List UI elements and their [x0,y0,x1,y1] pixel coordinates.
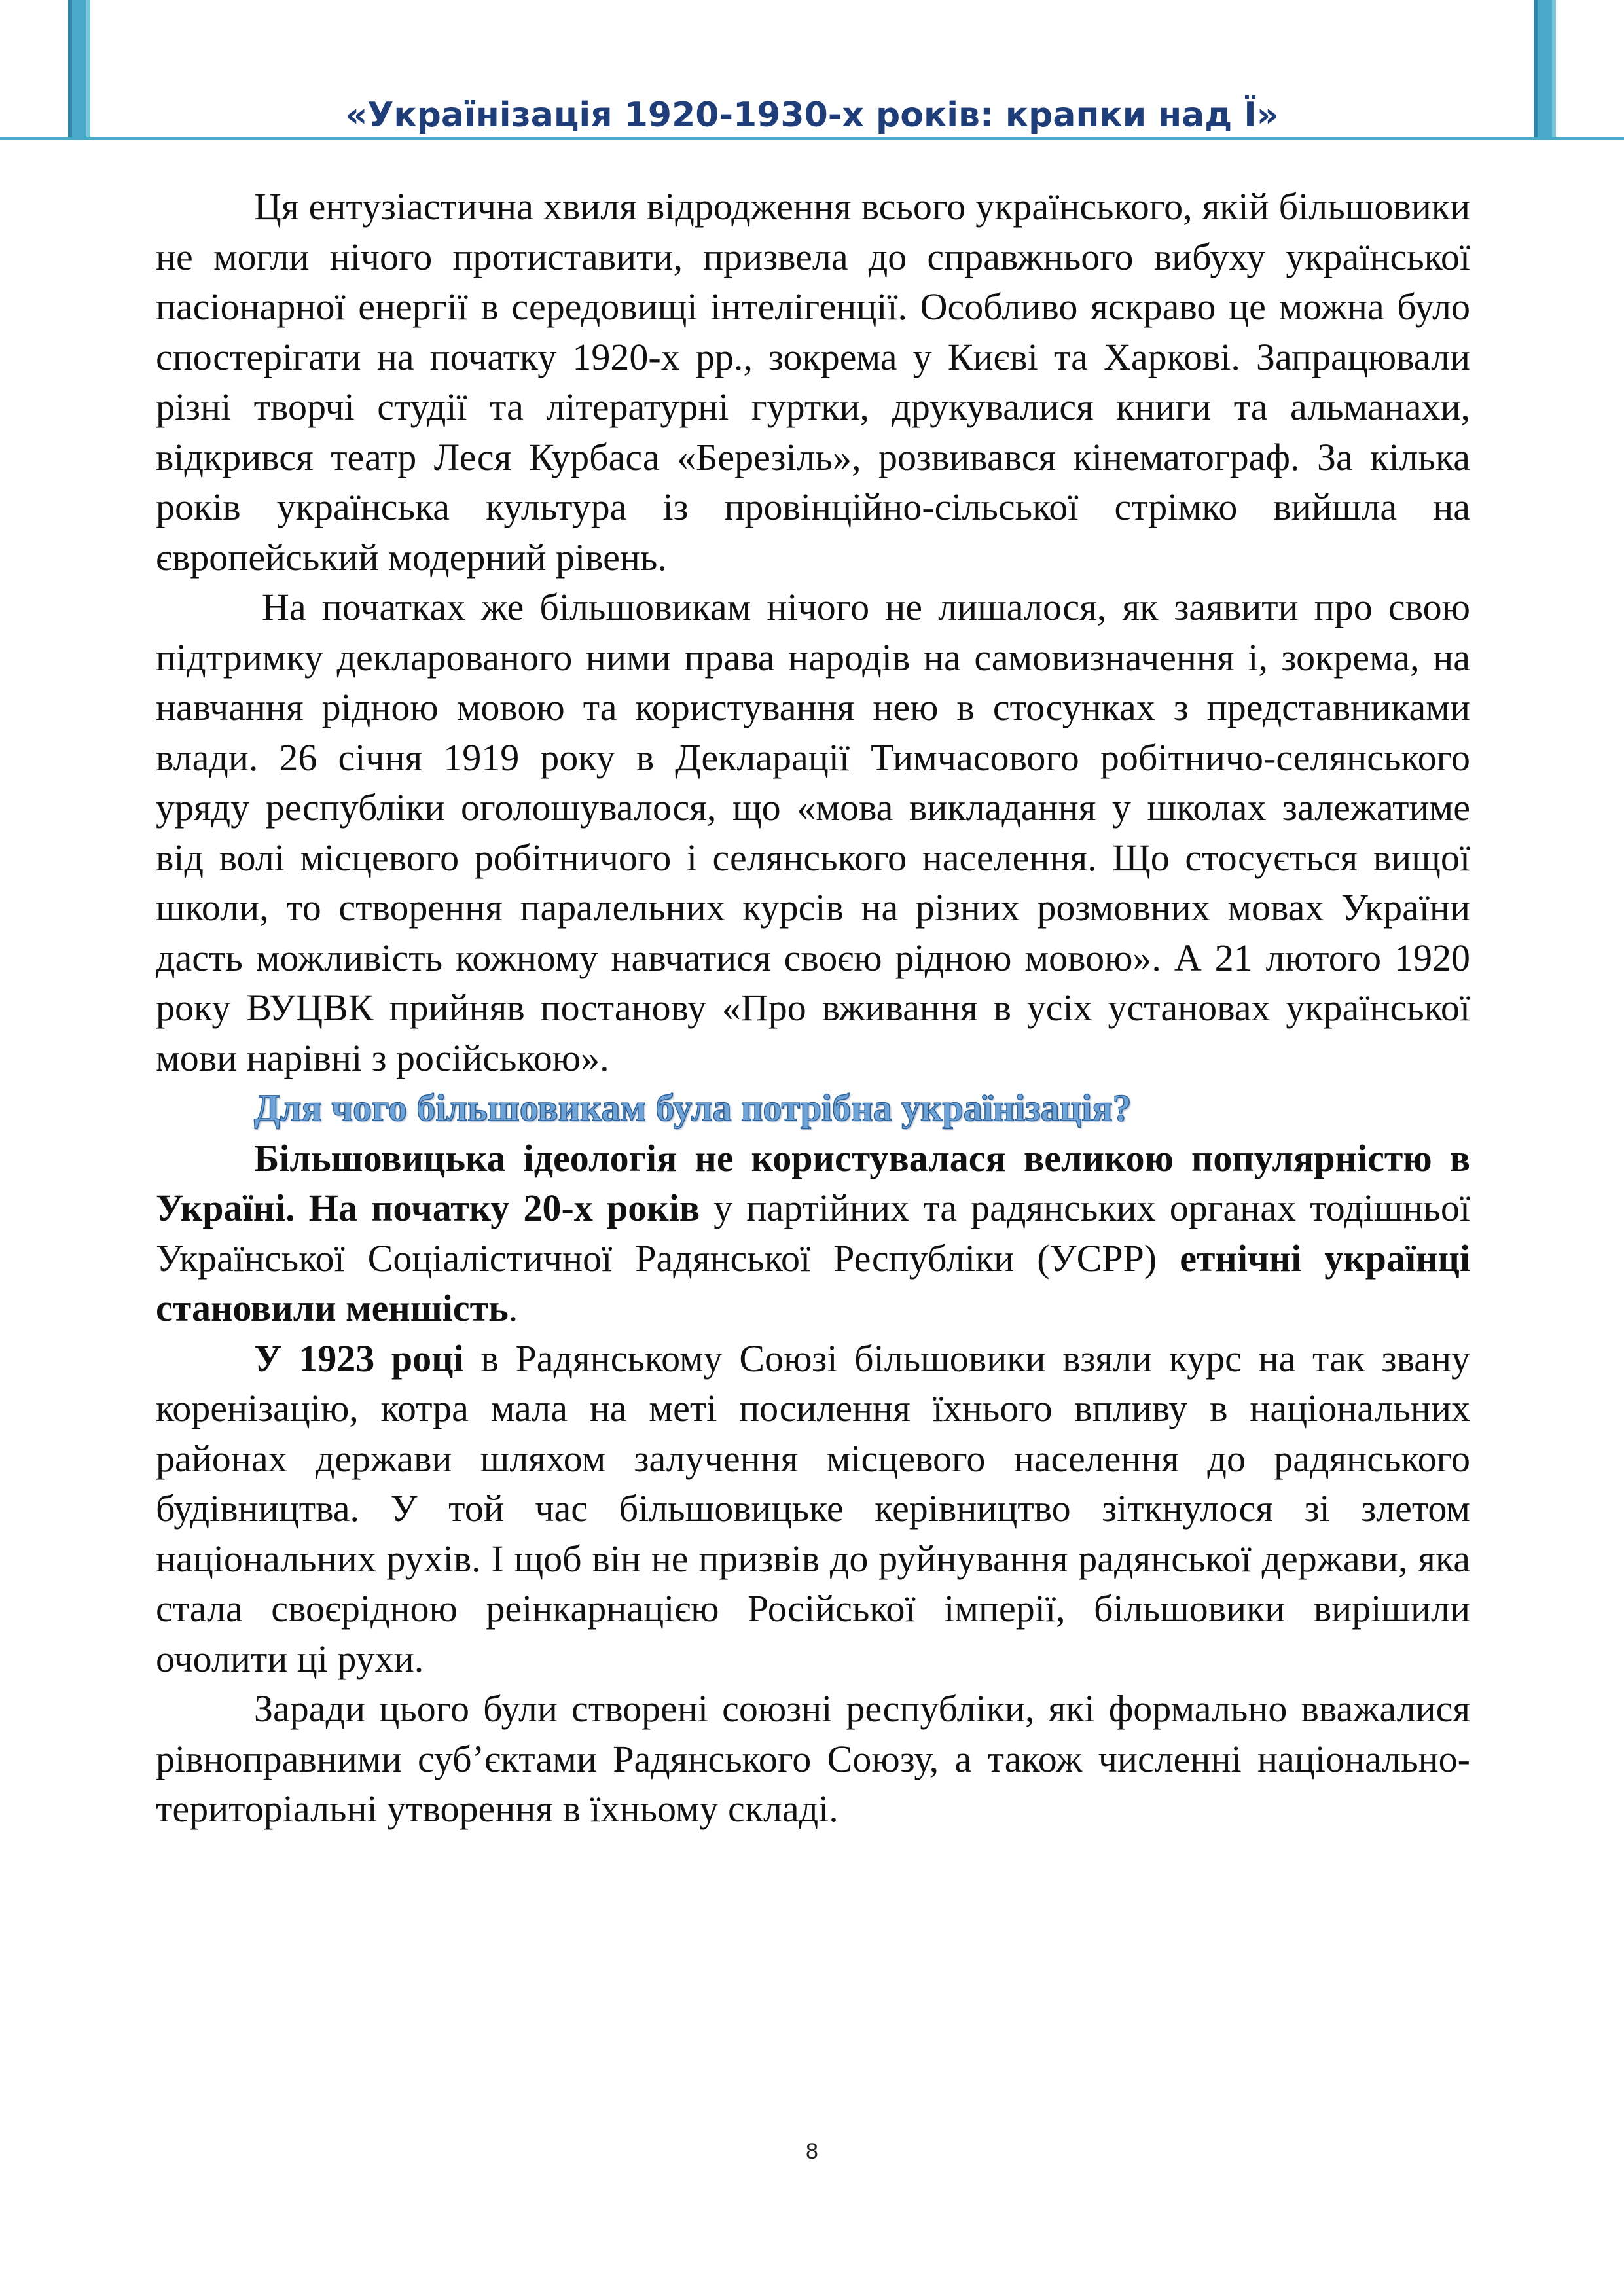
paragraph-3-bold-2: етнічні українці становили меншість [156,1236,1470,1329]
paragraph-4-bold-1: У 1923 році [254,1336,464,1380]
paragraph-1: Ця ентузіастична хвиля відродження всього українського, якій більшовики не могли нічого протиставити, призвела до справжнього вибуху української пасіонарної енергії в середовищі інтелігенції. Особливо яскраво це можна було спостерігати на початку 1920-х рр., зокрема у Києві та Харкові. Запрацювали різні творчі студії та літературні гуртки, друкувалися книги та альманахи, відкрився театр Леся Курбаса «Березіль», розвивався кінематограф. За кілька років українська культура із провінційно-сільської стрімко вийшла на європейський модерний рівень. [156,185,1470,579]
paragraph-4 [156,1334,1470,1685]
paragraph-2: На початках же більшовикам нічого не лишалося, як заявити про свою підтримку декларованого ними права народів на самовизначення і, зокрема, на навчання рідною мовою та користування нею в стосунках з представниками влади. 26 січня 1919 року в Декларації Тимчасового робітничо-селянського уряду республіки оголошувалося, що «мова викладання у школах залежатиме від волі місцевого робітничого і селянського населення. Що стосується вищої школи, то створення паралельних курсів на різних розмовних мовах України дасть можливість кожному навчатися своєю рідною мовою». А 21 лютого 1920 року ВУЦВК прийняв постанову «Про вживання в усіх установах української мови нарівні з російською». [156,586,1470,1079]
page-number: 8 [806,2139,818,2164]
document-body [156,182,1470,1835]
paragraph-3-text-2: . [508,1287,518,1329]
section-subheading: Для чого більшовикам була потрібна українізація? [254,1086,1132,1129]
paragraph-3-bold-1: Більшовицька ідеологія не користувалася великою популярністю в Україні. На початку 20-х років [156,1136,1470,1229]
page-header-title: «Українізація 1920-1930-х років: крапки над Ї» [345,96,1279,135]
paragraph-3-text-1: у партійних та радянських органах тодішньої Української Соціалістичної Радянської Республіки (УСРР) [156,1187,1470,1280]
paragraph-5: Заради цього були створені союзні республіки, які формально вважалися рівноправними суб’єктами Радянського Союзу, а також численні національно-територіальні утворення в їхньому складі. [156,1687,1470,1830]
paragraph-3 [156,1134,1470,1334]
header-rule [0,137,1624,140]
paragraph-4-text-1: в Радянському Союзі більшовики взяли курс на так звану коренізацію, котра мала на меті посилення їхнього впливу в національних районах держави шляхом залучення місцевого населення до радянського будівництва. У той час більшовицьке керівництво зіткнулося зі злетом національних рухів. І щоб він не призвів до руйнування радянської держави, яка стала своєрідною реінкарнацією Російської імперії, більшовики вирішили очолити ці рухи. [156,1336,1470,1680]
